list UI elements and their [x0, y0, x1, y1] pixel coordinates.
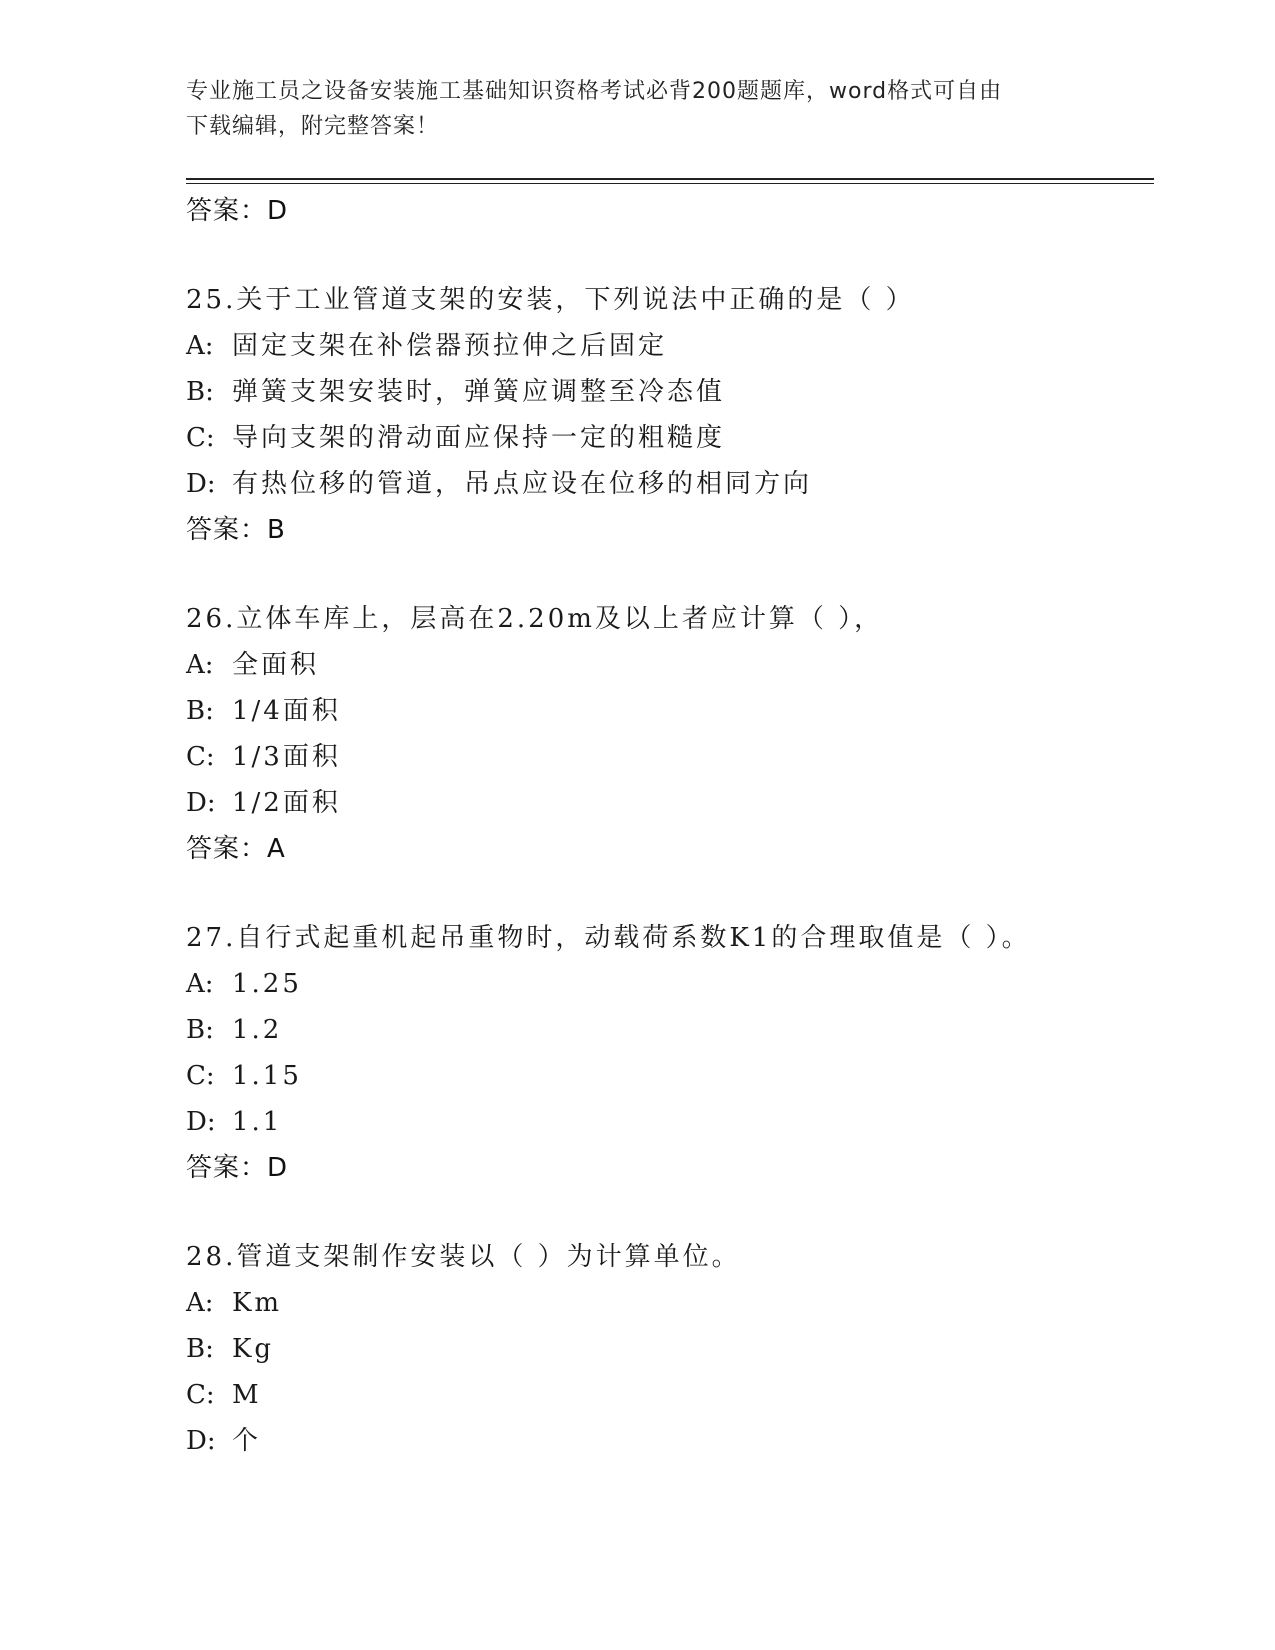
option-letter: C:	[186, 1380, 215, 1410]
question-title: 26.立体车库上，层高在2.20m及以上者应计算（ ），	[186, 604, 884, 634]
option-letter: B:	[186, 377, 214, 407]
option-letter: B:	[186, 1015, 214, 1045]
previous-answer: 答案：D	[186, 196, 289, 226]
option-letter: A:	[186, 331, 214, 361]
option-c	[186, 1372, 1154, 1418]
option-letter: D:	[186, 469, 216, 499]
option-letter: C:	[186, 742, 215, 772]
option-letter: A:	[186, 1288, 214, 1318]
header-divider-thin	[186, 183, 1154, 184]
option-c	[186, 1053, 1154, 1099]
answer: 答案：A	[186, 834, 286, 864]
option-text: 有热位移的管道，吊点应设在位移的相同方向	[232, 469, 813, 499]
option-a	[186, 642, 1154, 688]
option-text: 1.2	[232, 1015, 283, 1045]
option-text: Kg	[232, 1334, 275, 1364]
option-letter: B:	[186, 1334, 214, 1364]
answer: 答案：D	[186, 1153, 289, 1183]
option-text: 导向支架的滑动面应保持一定的粗糙度	[232, 423, 726, 453]
option-c	[186, 734, 1154, 780]
option-letter: B:	[186, 696, 214, 726]
option-a	[186, 1280, 1154, 1326]
document-header	[186, 74, 1076, 144]
option-b	[186, 688, 1154, 734]
option-letter: D:	[186, 788, 216, 818]
option-text: 弹簧支架安装时，弹簧应调整至冷态值	[232, 377, 726, 407]
header-line-1: 专业施工员之设备安装施工基础知识资格考试必背200题题库，word格式可自由	[186, 79, 1003, 104]
option-text: 1.15	[232, 1061, 302, 1091]
option-b	[186, 1326, 1154, 1372]
answer: 答案：B	[186, 515, 286, 545]
option-text: M	[232, 1380, 262, 1410]
option-letter: C:	[186, 1061, 215, 1091]
option-text: 1/3面积	[232, 742, 341, 772]
question-title: 25.关于工业管道支架的安装，下列说法中正确的是（ ）	[186, 285, 915, 315]
option-b	[186, 369, 1154, 415]
option-letter: D:	[186, 1107, 216, 1137]
option-text: Km	[232, 1288, 283, 1318]
option-text: 全面积	[232, 650, 320, 680]
option-d	[186, 461, 1154, 507]
option-text: 1.25	[232, 969, 302, 999]
question-title: 27.自行式起重机起吊重物时，动载荷系数K1的合理取值是（ ）。	[186, 923, 1031, 953]
option-letter: A:	[186, 969, 214, 999]
option-c	[186, 415, 1154, 461]
option-d	[186, 780, 1154, 826]
option-text: 固定支架在补偿器预拉伸之后固定	[232, 331, 668, 361]
option-text: 个	[232, 1426, 262, 1456]
option-text: 1/4面积	[232, 696, 341, 726]
option-d	[186, 1099, 1154, 1145]
option-text: 1/2面积	[232, 788, 341, 818]
header-divider-thick	[186, 178, 1154, 180]
option-letter: C:	[186, 423, 215, 453]
header-line-2: 下载编辑，附完整答案！	[186, 114, 440, 139]
option-a	[186, 961, 1154, 1007]
option-b	[186, 1007, 1154, 1053]
question-27	[186, 915, 1154, 1191]
option-a	[186, 323, 1154, 369]
question-28	[186, 1234, 1154, 1464]
question-25	[186, 277, 1154, 553]
option-text: 1.1	[232, 1107, 283, 1137]
question-title: 28.管道支架制作安装以（ ）为计算单位。	[186, 1242, 741, 1272]
option-letter: A:	[186, 650, 214, 680]
question-list	[186, 188, 1154, 1507]
question-26	[186, 596, 1154, 872]
option-d	[186, 1418, 1154, 1464]
option-letter: D:	[186, 1426, 216, 1456]
